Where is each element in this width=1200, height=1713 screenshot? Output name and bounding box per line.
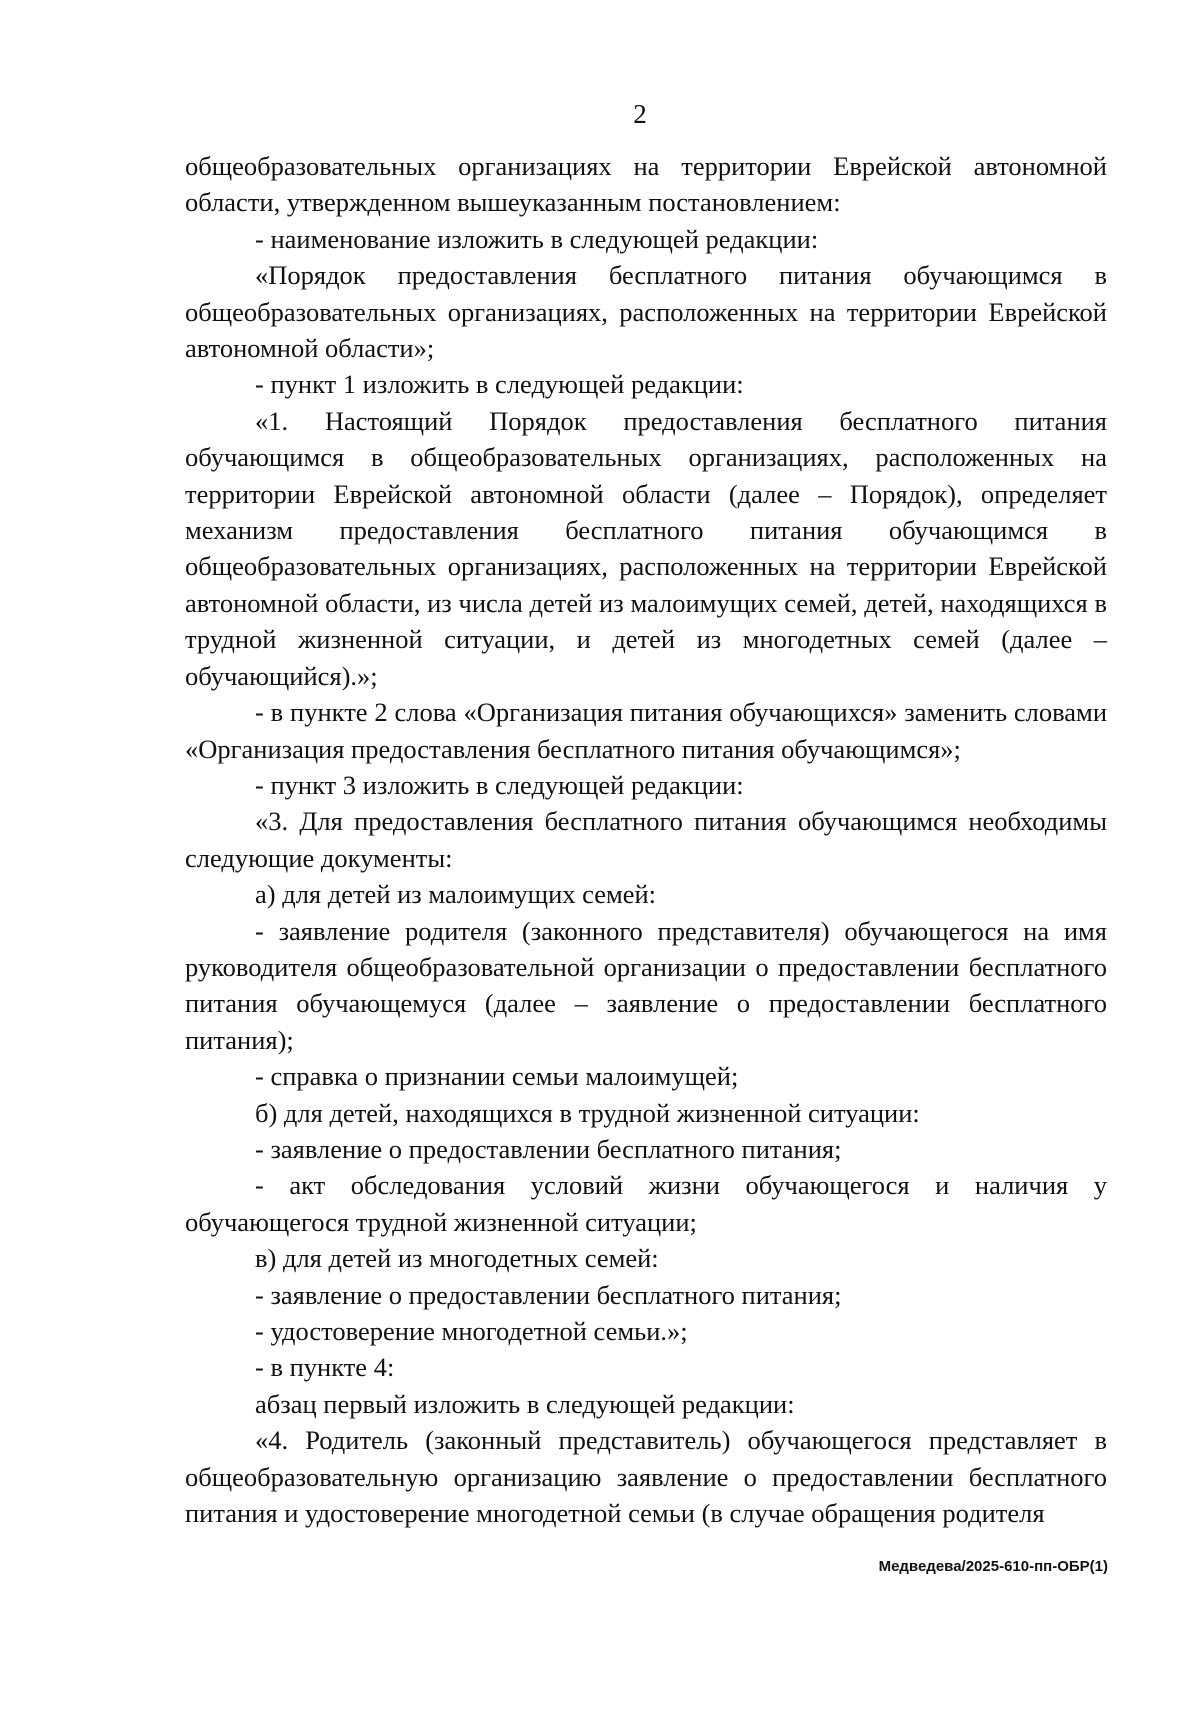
paragraph: - заявление о предоставлении бесплатного питания; <box>255 1279 842 1310</box>
paragraph: в) для детей из многодетных семей: <box>255 1243 659 1274</box>
paragraph: б) для детей, находящихся в трудной жизненной ситуации: <box>255 1097 920 1128</box>
paragraph: - пункт 3 изложить в следующей редакции: <box>255 769 744 800</box>
page-number: 2 <box>633 99 647 129</box>
paragraph: - в пункте 4: <box>255 1352 395 1383</box>
document-registration-code: Медведева/2025-610-пп-ОБР(1) <box>878 1558 1108 1575</box>
paragraph: - заявление родителя (законного представителя) обучающегося на имя руководителя общеобразовательной организации о предоставлении бесплатного питания обучающемуся (далее – заявление о предоставлении бесплатного питания); <box>185 915 1107 1055</box>
document-body <box>185 148 1107 1531</box>
paragraph: - в пункте 2 слова «Организация питания обучающихся» заменить словами «Организация предоставления бесплатного питания обучающимся»; <box>185 697 1107 764</box>
paragraph: - акт обследования условий жизни обучающегося и наличия у обучающегося трудной жизненной ситуации; <box>185 1170 1107 1237</box>
paragraph: «Порядок предоставления бесплатного питания обучающимся в общеобразовательных организациях, расположенных на территории Еврейской автономной области»; <box>185 260 1107 364</box>
paragraph: «1. Настоящий Порядок предоставления бесплатного питания обучающимся в общеобразовательных организациях, расположенных на территории Еврейской автономной области (далее – Порядок), определяет механизм предоставления бесплатного питания обучающимся в общеобразовательных организациях, расположенных на территории Еврейской автономной области, из числа детей из малоимущих семей, детей, находящихся в трудной жизненной ситуации, и детей из многодетных семей (далее – обучающийся).»; <box>185 405 1107 691</box>
paragraph: - пункт 1 изложить в следующей редакции: <box>255 369 744 400</box>
paragraph: - наименование изложить в следующей редакции: <box>255 223 819 254</box>
paragraph: абзац первый изложить в следующей редакции: <box>255 1388 795 1419</box>
paragraph: - заявление о предоставлении бесплатного питания; <box>255 1133 842 1164</box>
paragraph: - справка о признании семьи малоимущей; <box>255 1061 739 1092</box>
paragraph: «3. Для предоставления бесплатного питания обучающимся необходимы следующие документы: <box>185 806 1107 873</box>
paragraph: общеобразовательных организациях на территории Еврейской автономной области, утвержденном вышеуказанным постановлением: <box>185 151 1107 218</box>
paragraph: - удостоверение многодетной семьи.»; <box>255 1316 688 1346</box>
paragraph: «4. Родитель (законный представитель) обучающегося представляет в общеобразовательную организацию заявление о предоставлении бесплатного питания и удостоверение многодетной семьи (в случае обращения родителя <box>185 1425 1107 1529</box>
paragraph: а) для детей из малоимущих семей: <box>255 879 657 910</box>
